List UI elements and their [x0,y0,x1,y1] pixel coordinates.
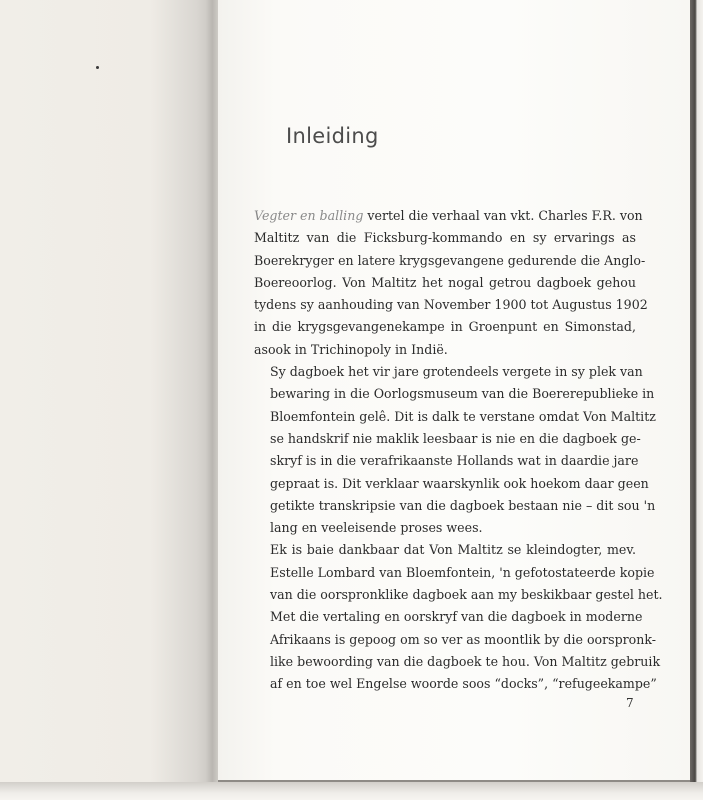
text-line [254,629,657,651]
text-line [254,584,663,606]
text-segment: gepraat is. Dit verklaar waarskynlik ook hoekom daar geen [270,475,649,491]
text-segment: Bloemfontein gelê. Dit is dalk te verstane omdat Von Maltitz [270,408,656,424]
text-segment: af en toe wel Engelse woorde soos “docks”, “refugeekampe” [270,676,657,692]
page-edge [690,0,703,790]
text-line [254,272,636,294]
text-line [254,517,636,539]
body-text [254,205,663,696]
text-segment: lang en veeleisende proses wees. [270,520,483,536]
text-segment: Sy dagboek het vir jare grotendeels vergete in sy plek van [270,364,643,380]
text-line [254,383,655,405]
paragraph [254,205,648,361]
text-segment: vertel die verhaal van vkt. Charles F.R. von [363,208,643,223]
text-line [254,562,655,584]
text-line [254,473,649,495]
chapter-heading: Inleiding [286,124,379,148]
text-segment: asook in Trichinopoly in Indië. [254,341,448,357]
text-segment: skryf is in die verafrikaanste Hollands wat in daardie jare [270,453,639,469]
text-segment: se handskrif nie maklik leesbaar is nie en die dagboek ge- [270,430,641,446]
text-line [254,450,639,472]
text-line [254,406,656,428]
text-line [254,339,636,361]
text-line [254,361,643,383]
page-number: 7 [626,696,634,710]
text-segment: Boereoorlog. Von Maltitz het nogal getrou dagboek gehou [254,274,636,290]
text-segment: bewaring in die Oorlogsmuseum van die Boererepublieke in [270,386,655,402]
text-line [254,651,661,673]
text-line [254,205,643,227]
left-page [0,0,214,790]
text-segment: Ek is baie dankbaar dat Von Maltitz se kleindogter, mev. [270,542,636,558]
ink-speck [96,66,99,69]
text-segment: van die oorspronklike dagboek aan my beskikbaar gestel het. [270,587,663,603]
text-line [254,294,648,316]
paragraph [254,361,656,539]
paragraph [254,539,663,695]
text-segment: Met die vertaling en oorskryf van die dagboek in moderne [270,609,643,625]
text-line [254,250,646,272]
text-line [254,428,641,450]
text-segment: like bewoording van die dagboek te hou. Von Maltitz gebruik [270,653,661,669]
text-segment: Estelle Lombard van Bloemfontein, 'n gefotostateerde kopie [270,564,655,580]
text-segment: in die krygsgevangenekampe in Groenpunt en Simonstad, [254,319,636,335]
text-line [254,227,636,249]
text-segment: getikte transkripsie van die dagboek bestaan nie – dit sou 'n [270,497,656,513]
text-segment: tydens sy aanhouding van November 1900 tot Augustus 1902 [254,297,648,313]
book-title: Vegter en balling [254,208,364,223]
text-segment: Maltitz van die Ficksburg-kommando en sy ervarings as [254,230,636,246]
text-line [254,495,656,517]
text-segment: Boerekryger en latere krygsgevangene gedurende die Anglo- [254,252,646,268]
text-line [254,316,636,338]
text-segment: Afrikaans is gepoog om so ver as moontlik by die oorspronk- [270,631,657,647]
text-line [254,606,643,628]
text-line [254,673,657,695]
bottom-shadow [0,782,703,800]
text-line [254,539,636,561]
